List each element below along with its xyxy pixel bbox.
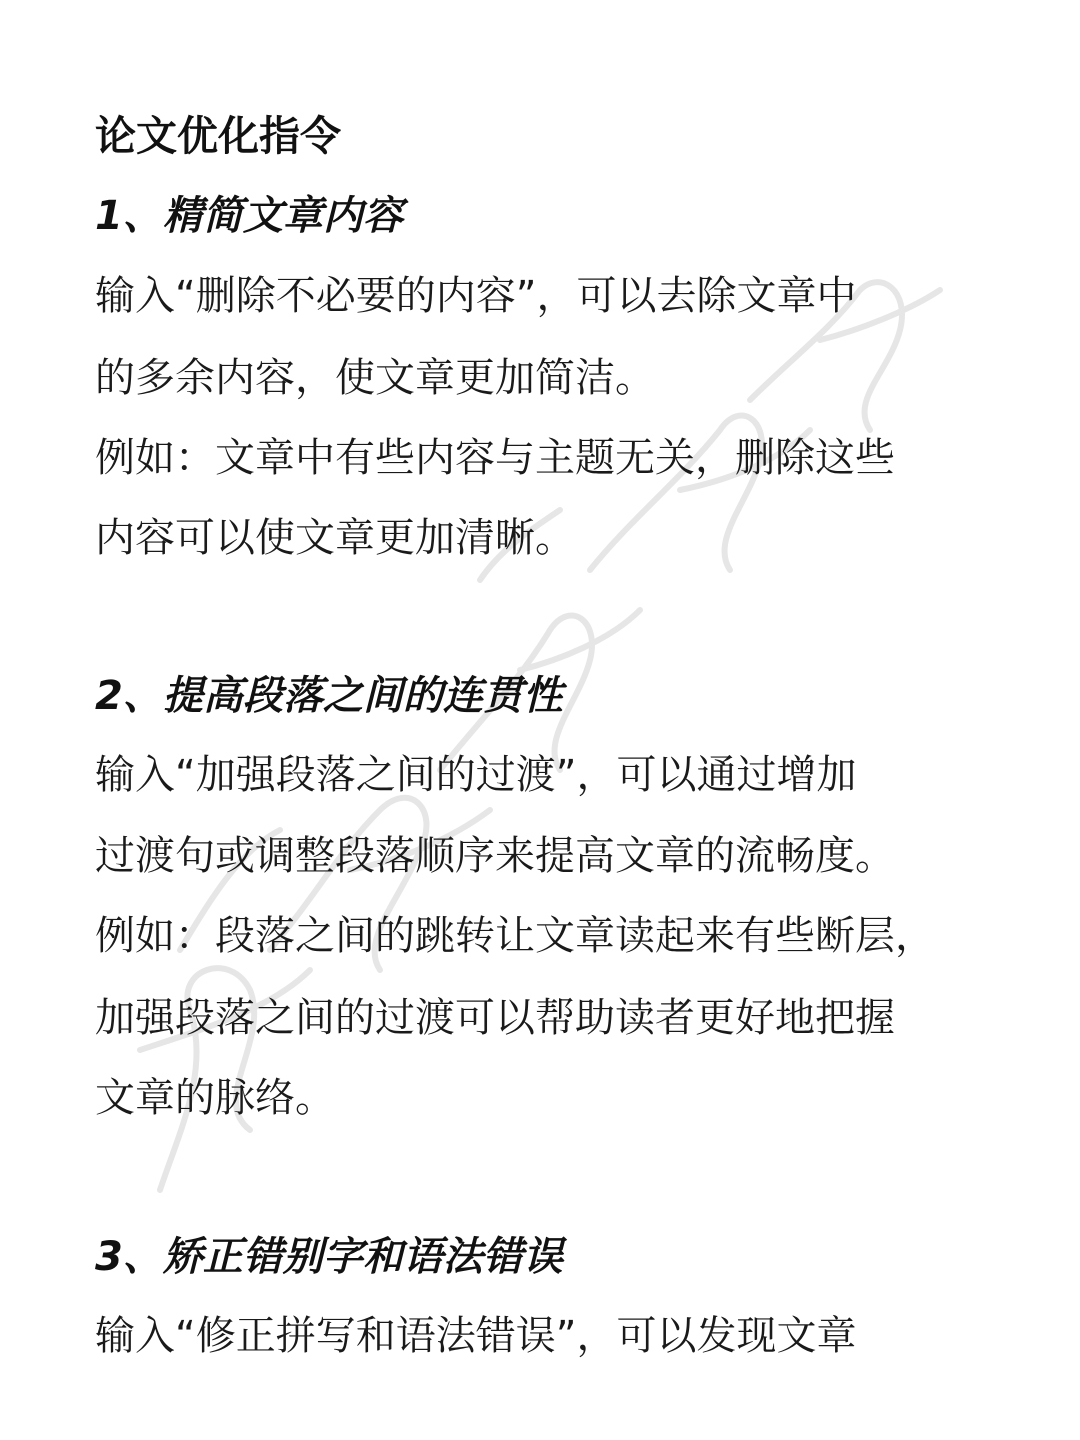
body-text-line: 加强段落之间的过渡可以帮助读者更好地把握: [95, 995, 895, 1041]
section-heading: 2、提高段落之间的连贯性: [95, 673, 563, 719]
body-text-line: 例如：文章中有些内容与主题无关，删除这些: [95, 435, 895, 481]
section-heading: 1、精简文章内容: [95, 193, 403, 239]
body-text-line: 内容可以使文章更加清晰。: [95, 515, 575, 561]
body-text-line: 文章的脉络。: [95, 1075, 335, 1121]
body-text-line: 例如：段落之间的跳转让文章读起来有些断层，: [95, 913, 935, 959]
body-text-line: 过渡句或调整段落顺序来提高文章的流畅度。: [95, 833, 895, 879]
body-text-line: 输入“删除不必要的内容”，可以去除文章中: [95, 273, 857, 319]
body-text-line: 的多余内容，使文章更加简洁。: [95, 355, 655, 401]
body-text-line: 输入“加强段落之间的过渡”，可以通过增加: [95, 752, 857, 798]
section-heading: 3、矫正错别字和语法错误: [95, 1234, 563, 1280]
document-title: 论文优化指令: [95, 112, 341, 160]
body-text-line: 输入“修正拼写和语法错误”，可以发现文章: [95, 1313, 857, 1359]
